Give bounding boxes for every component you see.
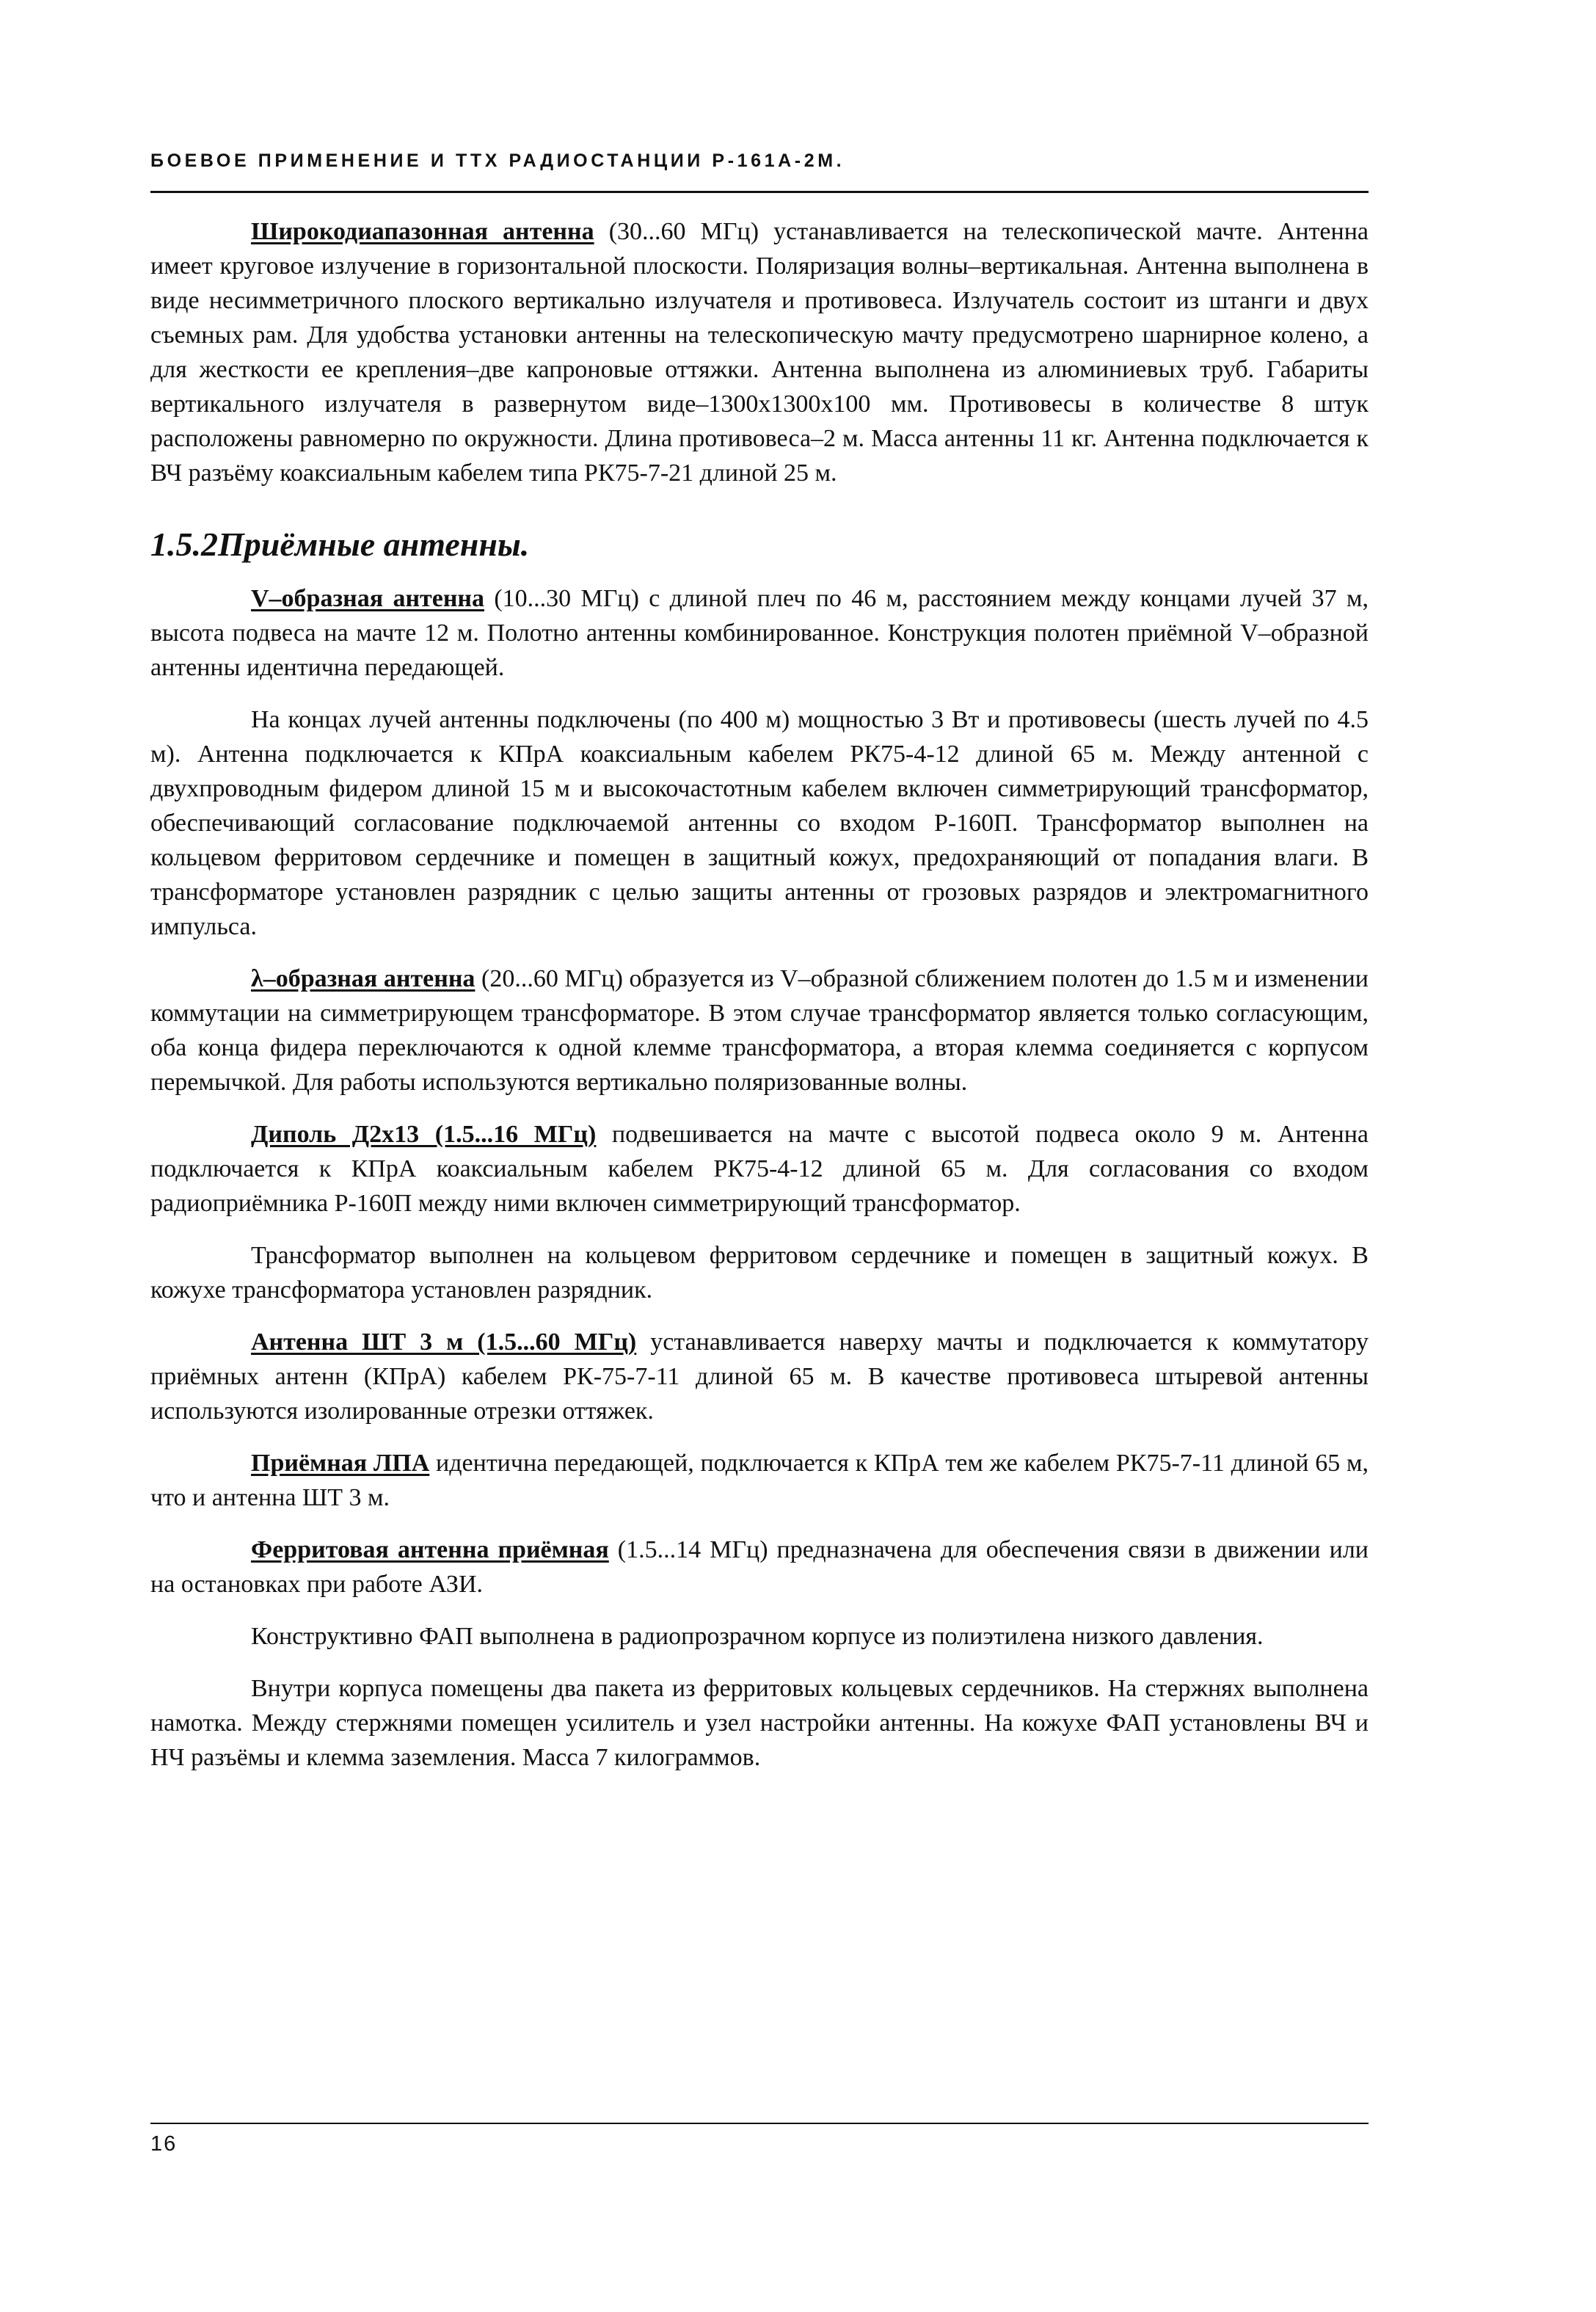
paragraph-fap-construction [150,1619,1369,1654]
document-page [150,0,1369,2312]
page-content [150,214,1369,1792]
paragraph-text: (20...60 МГц) образуется из V–образной сближением полотен до 1.5 м и изменении коммутации на симметрирующем трансформаторе. В этом случае трансформатор является только согласующим, оба конца фидера переключаются к одной клемме трансформатора, а вторая клемма соединяется с корпусом перемычкой. Для работы используются вертикально поляризованные волны. [150,965,1369,1096]
header-divider [150,191,1369,193]
paragraph-lpa [150,1446,1369,1515]
paragraph-lambda-antenna [150,961,1369,1099]
running-header: БОЕВОЕ ПРИМЕНЕНИЕ И ТТХ РАДИОСТАНЦИИ Р-161А-2М. [150,150,845,171]
paragraph-text: На концах лучей антенны подключены (по 400 м) мощностью 3 Вт и противовесы (шесть лучей по 4.5 м). Антенна подключается к КПрА коаксиальным кабелем РК75-4-12 длиной 65 м. Между антенной с двухпроводным фидером длиной 15 м и высокочастотным кабелем включен симметрирующий трансформатор, обеспечивающий согласование подключаемой антенны со входом Р-160П. Трансформатор выполнен на кольцевом ферритовом сердечнике и помещен в защитный кожух, предохраняющий от попадания влаги. В трансформаторе установлен разрядник с целью защиты антенны от грозовых разрядов и электромагнитного импульса. [150,706,1369,940]
term-wideband-antenna: Широкодиапазонная антенна [251,218,594,245]
paragraph-text: подвешивается на мачте с высотой подвеса около 9 м. Антенна подключается к КПрА коаксиальным кабелем РК75-4-12 длиной 65 м. Для согласования со входом радиоприёмника Р-160П между ними включен симметрирующий трансформатор. [150,1121,1369,1217]
paragraph-text: (30...60 МГц) устанавливается на телескопической мачте. Антенна имеет круговое излучение в горизонтальной плоскости. Поляризация волны–вертикальная. Антенна выполнена в виде несимметричного плоского вертикально излучателя и противовеса. Излучатель состоит из штанги и двух съемных рам. Для удобства установки антенны на телескопическую мачту предусмотрено шарнирное колено, а для жесткости ее крепления–две капроновые оттяжки. Антенна выполнена из алюминиевых труб. Габариты вертикального излучателя в развернутом виде–1300х1300х100 мм. Противовесы в количестве 8 штук расположены равномерно по окружности. Длина противовеса–2 м. Масса антенны 11 кг. Антенна подключается к ВЧ разъёму коаксиальным кабелем типа РК75-7-21 длиной 25 м. [150,218,1369,487]
term-lambda-antenna: λ–образная антенна [251,965,475,992]
paragraph-text: (10...30 МГц) с длиной плеч по 46 м, расстоянием между концами лучей 37 м, высота подвеса на мачте 12 м. Полотно антенны комбинированное. Конструкция полотен приёмной V–образной антенны идентична передающей. [150,585,1369,681]
paragraph-transformer [150,1238,1369,1307]
paragraph-ferrite-antenna [150,1533,1369,1602]
paragraph-text: Трансформатор выполнен на кольцевом ферритовом сердечнике и помещен в защитный кожух. В кожухе трансформатора установлен разрядник. [150,1242,1369,1304]
paragraph-dipole [150,1117,1369,1221]
term-v-antenna: V–образная антенна [251,585,485,612]
footer-divider [150,2123,1369,2124]
term-dipole: Диполь Д2х13 (1.5...16 МГц) [251,1121,597,1148]
paragraph-whip-antenna [150,1325,1369,1428]
page-number: 16 [150,2132,178,2156]
paragraph-text: устанавливается наверху мачты и подключается к коммутатору приёмных антенн (КПрА) кабелем РК-75-7-11 длиной 65 м. В качестве противовеса штыревой антенны используются изолированные отрезки оттяжек. [150,1328,1369,1425]
paragraph-text: Конструктивно ФАП выполнена в радиопрозрачном корпусе из полиэтилена низкого давления. [251,1623,1264,1650]
paragraph-fap-internals [150,1671,1369,1775]
paragraph-wideband-antenna [150,214,1369,490]
term-lpa: Приёмная ЛПА [251,1450,430,1477]
paragraph-v-antenna-details [150,702,1369,944]
paragraph-text: идентична передающей, подключается к КПрА тем же кабелем РК75-7-11 длиной 65 м, что и антенна ШТ 3 м. [150,1450,1369,1511]
paragraph-v-antenna [150,581,1369,685]
section-heading: 1.5.2Приёмные антенны. [150,526,530,563]
term-ferrite-antenna: Ферритовая антенна приёмная [251,1536,609,1563]
paragraph-text: (1.5...14 МГц) предназначена для обеспечения связи в движении или на остановках при работе АЗИ. [150,1536,1369,1598]
paragraph-text: Внутри корпуса помещены два пакета из ферритовых кольцевых сердечников. На стержнях выполнена намотка. Между стержнями помещен усилитель и узел настройки антенны. На кожухе ФАП установлены ВЧ и НЧ разъёмы и клемма заземления. Масса 7 килограммов. [150,1675,1369,1771]
term-whip-antenna: Антенна ШТ 3 м (1.5...60 МГц) [251,1328,637,1356]
